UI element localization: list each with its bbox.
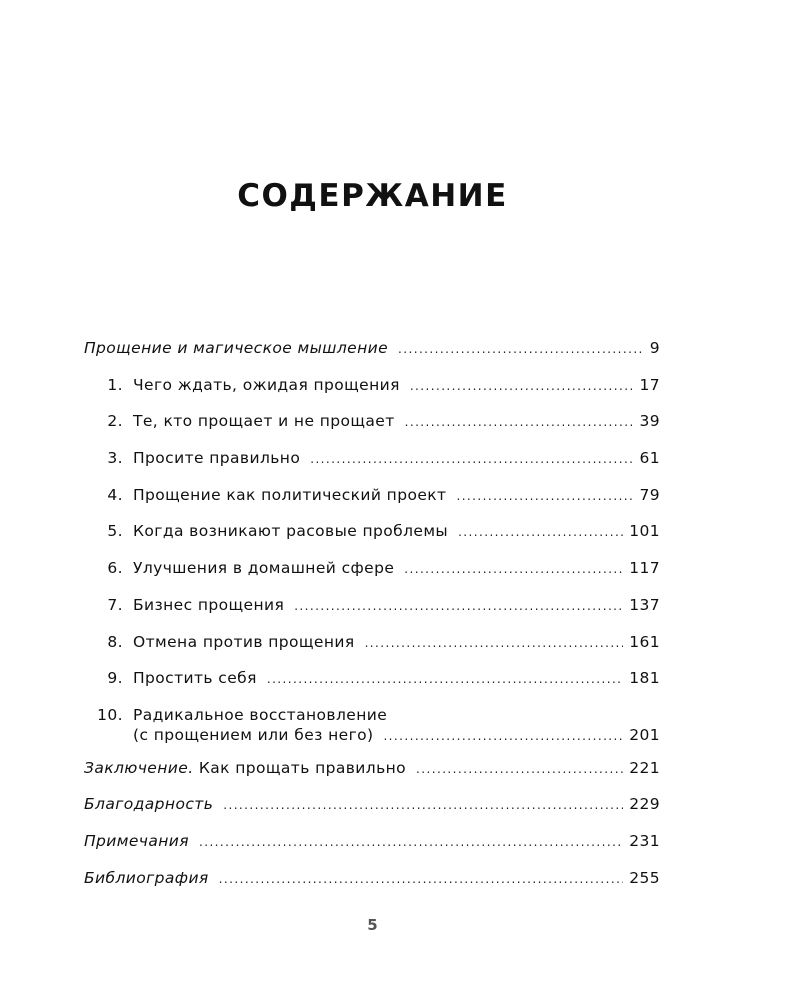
- toc-entry-label: Примечания: [84, 831, 189, 850]
- chapter-number: 2.: [107, 412, 123, 431]
- toc-entry-page: 181: [629, 669, 660, 688]
- toc-entry-chapter-8[interactable]: [84, 633, 660, 657]
- toc-entry-chapter-6[interactable]: [84, 559, 660, 583]
- toc-entry-page: 9: [649, 339, 660, 357]
- toc-entry-page: 231: [629, 831, 660, 850]
- toc-entry-label: [84, 759, 406, 777]
- toc-entry-label: Благодарность: [84, 795, 214, 814]
- toc-entry-chapter-1[interactable]: [84, 376, 660, 400]
- toc-entry-chapter-9[interactable]: [84, 669, 660, 693]
- toc-entry-label: Те, кто прощает и не прощает: [133, 412, 395, 431]
- leader-dots: [456, 489, 633, 503]
- leader-dots: [404, 562, 623, 576]
- chapter-number: 7.: [107, 595, 123, 614]
- chapter-number: 8.: [107, 632, 123, 651]
- leader-dots: [223, 798, 623, 812]
- toc-entry-label-line-1: Радикальное восстановление: [133, 705, 388, 724]
- toc-entry-chapter-4[interactable]: [84, 486, 660, 510]
- toc-entry-conclusion[interactable]: [84, 759, 660, 783]
- chapter-number: 3.: [107, 449, 123, 468]
- toc-entry-label: Просите правильно: [133, 449, 301, 468]
- toc-entry-page: 255: [629, 868, 660, 887]
- leader-dots: [294, 599, 623, 613]
- leader-dots: [310, 452, 633, 466]
- chapter-number: 4.: [107, 485, 123, 504]
- toc-entry-chapter-10[interactable]: [84, 706, 660, 746]
- toc-entry-page: 61: [639, 449, 660, 468]
- toc-entry-label: Прощение как политический проект: [133, 485, 447, 504]
- toc-entry-label-italic: Заключение.: [84, 758, 194, 777]
- toc-entry-page: 221: [629, 758, 660, 777]
- leader-dots: [416, 762, 623, 776]
- chapter-number: 5.: [107, 522, 123, 541]
- toc-entry-label: Библиография: [84, 868, 209, 887]
- leader-dots: [383, 729, 623, 743]
- leader-dots: [410, 379, 634, 393]
- toc-entry-bibliography[interactable]: [84, 869, 660, 893]
- toc-entry-label-line-2: (с прощением или без него): [133, 725, 374, 744]
- toc-entry-chapter-2[interactable]: [84, 412, 660, 436]
- toc-entry-page: 117: [629, 559, 660, 578]
- leader-dots: [219, 872, 624, 886]
- leader-dots: [365, 636, 624, 650]
- toc-entry-page: 201: [629, 725, 660, 744]
- toc-entry-label-rest: Как прощать правильно: [193, 758, 407, 777]
- chapter-number: 1.: [107, 375, 123, 394]
- page-title: СОДЕРЖАНИЕ: [237, 178, 508, 214]
- toc-entry-chapter-5[interactable]: [84, 522, 660, 546]
- toc-entry-chapter-3[interactable]: [84, 449, 660, 473]
- leader-dots: [405, 415, 634, 429]
- toc-entry-page: 229: [629, 795, 660, 814]
- toc-entry-label: Отмена против прощения: [133, 632, 355, 651]
- table-of-contents: [84, 339, 660, 905]
- toc-entry-label: Чего ждать, ожидая прощения: [133, 375, 400, 394]
- toc-entry-notes[interactable]: [84, 832, 660, 856]
- leader-dots: [458, 525, 623, 539]
- toc-entry-page: 39: [639, 412, 660, 431]
- toc-entry-label: Бизнес прощения: [133, 595, 285, 614]
- toc-entry-acknowledgements[interactable]: [84, 795, 660, 819]
- toc-entry-intro[interactable]: [84, 339, 660, 363]
- leader-dots: [267, 672, 623, 686]
- toc-entry-page: 79: [639, 485, 660, 504]
- toc-entry-label: Когда возникают расовые проблемы: [133, 522, 449, 541]
- chapter-number: 10.: [97, 705, 123, 724]
- toc-entry-label: Прощение и магическое мышление: [84, 339, 389, 357]
- toc-entry-label: Улучшения в домашней сфере: [133, 559, 395, 578]
- toc-entry-label: Простить себя: [133, 669, 257, 688]
- toc-entry-page: 101: [629, 522, 660, 541]
- toc-entry-chapter-7[interactable]: [84, 596, 660, 620]
- chapter-number: 6.: [107, 559, 123, 578]
- toc-entry-page: 137: [629, 595, 660, 614]
- chapter-number: 9.: [107, 669, 123, 688]
- leader-dots: [199, 835, 623, 849]
- toc-entry-page: 17: [639, 375, 660, 394]
- leader-dots: [398, 342, 644, 356]
- toc-entry-page: 161: [629, 632, 660, 651]
- page-number: 5: [367, 916, 378, 934]
